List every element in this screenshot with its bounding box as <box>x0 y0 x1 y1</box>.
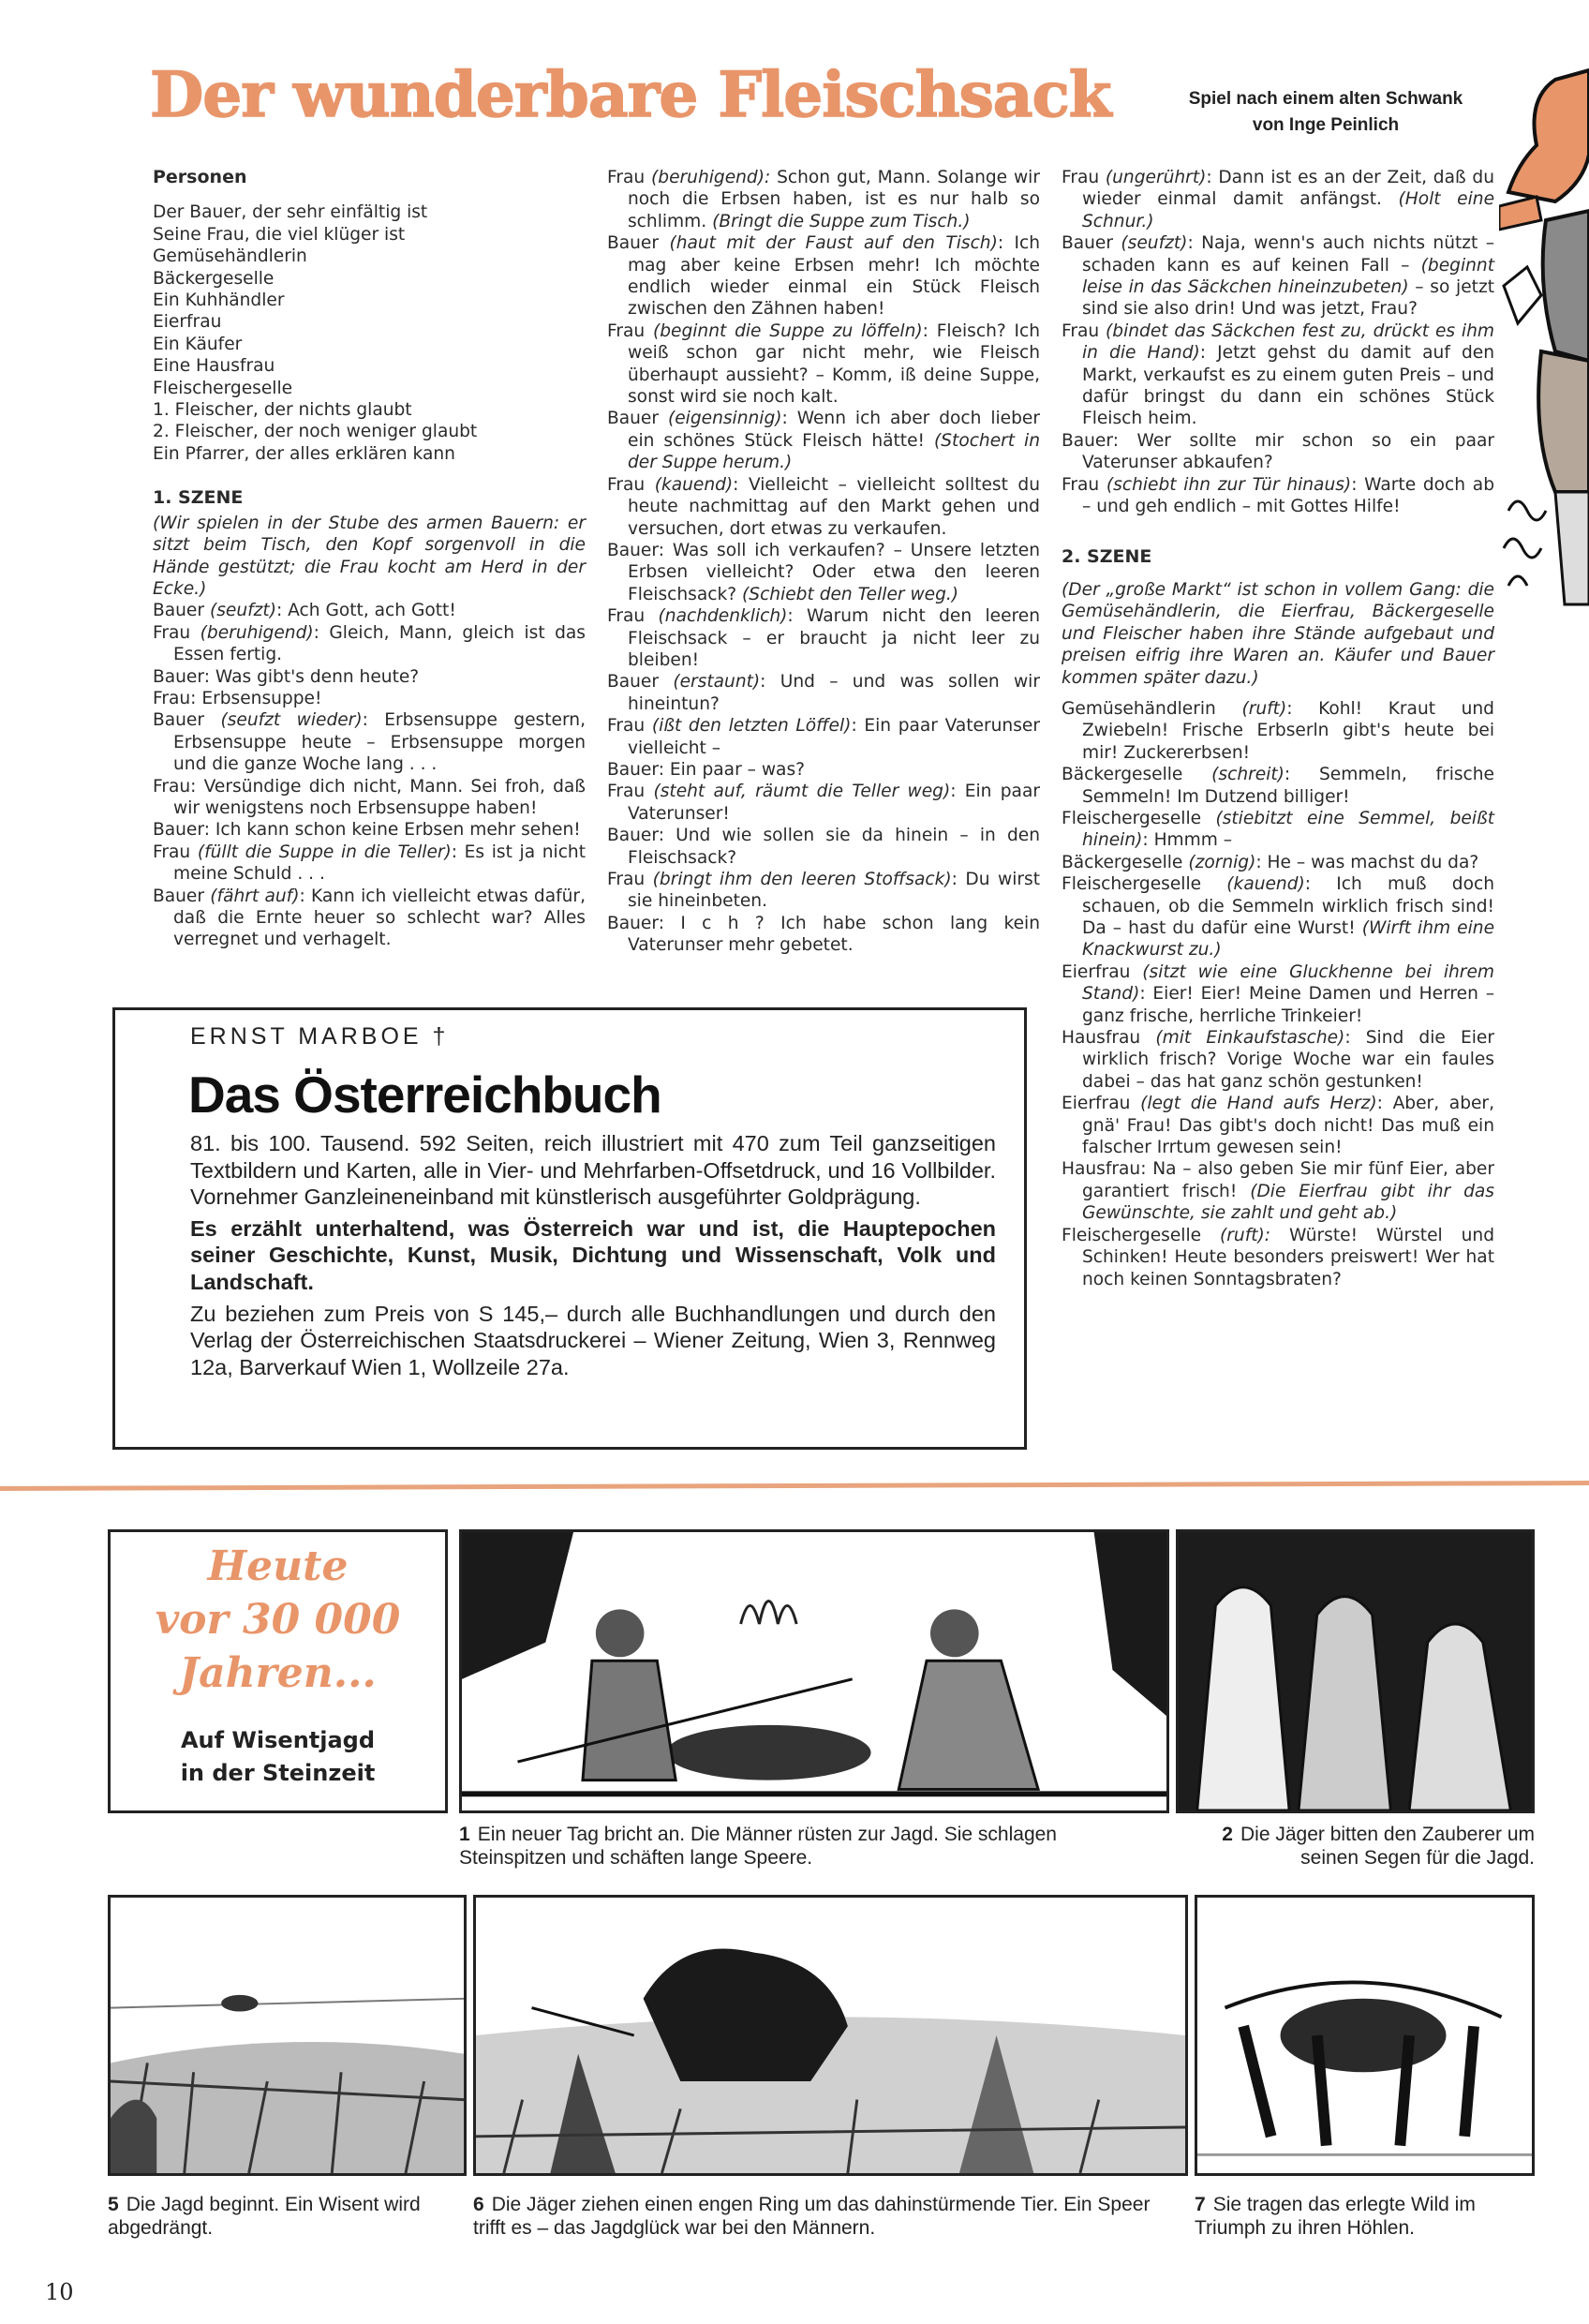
speaker-name: Bauer <box>153 820 204 841</box>
speaker-name: Bauer <box>607 540 659 560</box>
spoken-text: : Was gibt's denn heute? <box>203 666 420 687</box>
spoken-text: : Ein paar – was? <box>658 759 805 780</box>
dialogue-line <box>153 709 586 775</box>
dialogue-line <box>1062 698 1494 764</box>
stage-direction: (ißt den letzten Löffel) <box>651 716 852 737</box>
panel-6-drawing <box>476 1898 1185 2173</box>
page-number: 10 <box>45 2279 74 2305</box>
person-item: Fleischergeselle <box>153 378 293 398</box>
caption-text: Ein neuer Tag bricht an. Die Männer rüsten zur Jagd. Sie schlagen Steinspitzen und schäften lange Speere. <box>459 1824 1057 1869</box>
article-subtitle <box>1157 86 1494 139</box>
speaker-name: Eierfrau <box>1062 1094 1131 1114</box>
ad-order-info: Zu beziehen zum Preis von S 145,– durch alle Buchhandlungen und durch den Verlag der Österreichischen Staatsdruckerei – Wiener Zeitung, Wien 3, Rennweg 12a, Barverkauf Wien 1, Wollzeile 27a. <box>190 1301 996 1379</box>
ad-summary: Es erzählt unterhaltend, was Österreich war und ist, die Hauptepochen seiner Geschichte, Kunst, Musik, Dichtung und Wissenschaft, Volk und Landschaft. <box>190 1215 996 1294</box>
dialogue-lines <box>1062 167 1494 518</box>
spoken-text: : Warte doch ab – und geh endlich – mit Gottes Hilfe! <box>1082 474 1494 517</box>
stage-direction: (kauend) <box>654 474 734 495</box>
dialogue-line <box>153 622 586 666</box>
text-column-1 <box>153 167 586 951</box>
subhead-line: in der Steinzeit <box>180 1760 376 1786</box>
speaker-name: Frau <box>153 622 191 643</box>
speaker-name: Hausfrau <box>1062 1159 1141 1180</box>
speaker-name: Frau <box>607 474 646 495</box>
spoken-text: : Sind die Eier wirklich frisch? Vorige Woche war ein faules dabei – das hat ganz schön gestunken! <box>1082 1028 1494 1092</box>
speaker-name: Frau <box>607 168 646 187</box>
person-item: Der Bauer, der sehr einfältig ist <box>153 202 428 223</box>
dialogue-lines <box>607 167 1040 957</box>
stage-direction: (eigensinnig) <box>667 409 782 429</box>
caption-2 <box>1171 1823 1535 1870</box>
stage-direction: (beruhigend) <box>200 622 314 643</box>
spoken-text: : Gleich, Mann, gleich ist das Essen fertig. <box>173 622 586 665</box>
dialogue-line <box>607 232 1040 320</box>
spoken-text: : Fleisch? Ich weiß schon gar nicht mehr, wie Fleisch überhaupt aussieht? – Komm, iß deine Suppe, sonst wird sie noch kalt. <box>628 320 1041 408</box>
scene-2-heading: 2. SZENE <box>1062 545 1152 567</box>
dialogue-line <box>153 600 586 621</box>
dialogue-line <box>1062 873 1494 961</box>
stage-direction: (beginnt die Suppe zu löffeln) <box>652 320 923 341</box>
dialogue-line <box>1062 474 1494 518</box>
caption-text: Die Jäger ziehen einen engen Ring um das dahinstürmende Tier. Ein Speer trifft es – das Jagdglück war bei den Männern. <box>473 2194 1151 2239</box>
stage-direction: (mit Einkaufstasche) <box>1155 1028 1345 1049</box>
speaker-name: Bäckergeselle <box>1062 765 1183 785</box>
stage-direction: (beruhigend): <box>651 168 771 187</box>
stage-direction: (Wirft ihm eine Knackwurst zu.) <box>1082 918 1495 961</box>
stage-direction: (legt die Hand aufs Herz) <box>1140 1094 1377 1114</box>
dialogue-line <box>607 715 1040 759</box>
spoken-text: : Kann ich vielleicht etwas dafür, daß die Ernte heuer so schlecht war? Alles verregnet und verhagelt. <box>173 886 586 950</box>
dialogue-line <box>607 869 1040 913</box>
dialogue-line <box>1062 764 1494 808</box>
caption-text: Sie tragen das erlegte Wild im Triumph zu ihren Höhlen. <box>1195 2194 1476 2239</box>
comic-subheadline <box>111 1724 445 1790</box>
stage-direction: (Stochert in der Suppe herum.) <box>628 430 1041 473</box>
dialogue-line <box>607 408 1040 473</box>
scene-2-stage-direction: (Der „große Markt“ ist schon in vollem Gang: die Gemüsehändlerin, die Eierfrau, Bäckergeselle und Fleischer haben ihre Stände aufgebaut und preisen eifrig ihre Waren an. Käufer und Bauer kommen später dazu.) <box>1062 579 1494 688</box>
headline-line: vor 30 000 <box>155 1596 401 1644</box>
speaker-name: Fleischergeselle <box>1062 1225 1202 1245</box>
stage-direction: (erstaunt) <box>673 672 761 693</box>
stage-direction: (fährt auf) <box>210 886 300 906</box>
caption-text: Die Jagd beginnt. Ein Wisent wird abgedrängt. <box>108 2194 421 2239</box>
stage-direction: (ruft) <box>1241 698 1287 719</box>
stage-direction: (beginnt leise in das Säckchen hineinzubeten) <box>1082 255 1494 298</box>
stage-direction: (Die Eierfrau gibt ihr das Gewünschte, sie zahlt und geht ab.) <box>1082 1181 1494 1224</box>
stage-direction: (Bringt die Suppe zum Tisch.) <box>712 211 971 231</box>
dialogue-line <box>607 540 1040 605</box>
stage-direction: (sitzt wie eine Gluckhenne bei ihrem Stand) <box>1082 961 1494 1005</box>
spoken-text: – so jetzt sind sie also drin! Und was jetzt, Frau? <box>1082 277 1494 320</box>
spoken-text: : Semmeln, frische Semmeln! Im Dutzend billiger! <box>1082 765 1494 807</box>
spoken-text: : Aber, aber, gnä' Frau! Das gibt's doch nicht! Das muß ein falscher Irrtum gewesen sein! <box>1082 1094 1494 1158</box>
panel-2-drawing <box>1179 1532 1532 1810</box>
spoken-text: : Na – also geben Sie mir fünf Eier, aber garantiert frisch! <box>1082 1159 1494 1201</box>
spoken-text: Schon gut, Mann. Solange wir noch die Erbsen haben, ist es nur halb so schlimm. <box>628 168 1040 231</box>
person-item: 2. Fleischer, der noch weniger glaubt <box>153 422 478 442</box>
spoken-text: : Ich muß doch schauen, ob die Semmeln wirklich frisch sind! Da – hast du dafür eine Wurst! <box>1082 874 1494 938</box>
author-line: von Inge Peinlich <box>1252 115 1400 135</box>
speaker-name: Frau <box>607 606 646 627</box>
caption-5 <box>108 2193 468 2240</box>
speaker-name: Hausfrau <box>1062 1028 1141 1049</box>
dialogue-line <box>1062 430 1494 474</box>
spoken-text: : Warum nicht den leeren Fleischsack – er braucht ja nicht leer zu bleiben! <box>628 606 1040 670</box>
stage-direction: (bringt ihm den leeren Stoffsack) <box>652 870 952 889</box>
jester-drawing <box>1499 42 1589 623</box>
spoken-text: : Ich mag aber keine Erbsen mehr! Ich möchte endlich wieder einmal ein Stück Fleisch zwischen den Zähnen haben! <box>628 233 1040 320</box>
stage-direction: (Holt eine Schnur.) <box>1082 189 1495 231</box>
dialogue-line <box>607 781 1040 825</box>
speaker-name: Bauer <box>607 913 659 933</box>
persons-heading: Personen <box>153 167 247 187</box>
speaker-name: Fleischergeselle <box>1062 808 1202 828</box>
speaker-name: Bäckergeselle <box>1062 852 1183 872</box>
comic-panel-5 <box>108 1895 467 2176</box>
spoken-text: : Wenn ich aber doch lieber ein schönes Stück Fleisch hätte! <box>628 409 1040 451</box>
speaker-name: Bauer <box>1062 233 1114 254</box>
caption-1 <box>459 1823 1143 1870</box>
speaker-name: Frau <box>1062 320 1100 341</box>
spoken-text: : Ich kann schon keine Erbsen mehr sehen! <box>203 820 581 841</box>
dialogue-line <box>1062 167 1494 232</box>
speaker-name: Frau <box>1062 474 1100 495</box>
headline-line: Heute <box>207 1542 349 1590</box>
person-item: Ein Pfarrer, der alles erklären kann <box>153 443 455 464</box>
person-item: Eierfrau <box>153 312 222 333</box>
comic-panel-2 <box>1176 1529 1535 1813</box>
speaker-name: Bauer <box>607 672 660 693</box>
spoken-text: : Was soll ich verkaufen? – Unsere letzten Erbsen vielleicht? Oder etwa den leeren Fleischsack? <box>628 540 1040 604</box>
caption-number: 6 <box>473 2194 484 2215</box>
ad-author: ERNST MARBOE † <box>190 1023 450 1050</box>
speaker-name: Frau <box>607 716 646 737</box>
speaker-name: Frau <box>153 842 191 862</box>
person-item: Ein Käufer <box>153 334 243 354</box>
speaker-name: Frau <box>1062 168 1100 187</box>
person-item: Ein Kuhhändler <box>153 290 285 311</box>
person-item: Seine Frau, die viel klüger ist <box>153 224 406 245</box>
speaker-name: Frau <box>153 688 191 708</box>
caption-text: Die Jäger bitten den Zauberer um seinen Segen für die Jagd. <box>1240 1824 1535 1869</box>
panel-5-drawing <box>111 1898 464 2173</box>
speaker-name: Bauer <box>607 759 659 780</box>
text-column-2 <box>607 167 1040 957</box>
caption-number: 7 <box>1195 2194 1206 2215</box>
caption-6 <box>473 2193 1185 2240</box>
comic-headline <box>111 1540 445 1700</box>
dialogue-line <box>153 842 586 886</box>
dialogue-line <box>153 819 586 841</box>
dialogue-lines <box>153 600 586 951</box>
dialogue-line <box>1062 852 1494 873</box>
spoken-text: : Vielleicht – vielleicht solltest du heute nachmittag auf den Markt gehen und versuchen, dort etwas zu verkaufen. <box>628 474 1040 539</box>
person-item: Bäckergeselle <box>153 268 275 289</box>
stage-direction: (schiebt ihn zur Tür hinaus) <box>1106 474 1352 495</box>
spoken-text: Würste! Würstel und Schinken! Heute besonders preiswert! Wer hat noch keinen Sonntagsbraten? <box>1082 1225 1495 1289</box>
speaker-name: Eierfrau <box>1062 961 1131 982</box>
speaker-name: Bauer <box>607 409 660 429</box>
dialogue-line <box>1062 320 1494 430</box>
spoken-text: : Du wirst sie hineinbeten. <box>628 870 1040 912</box>
speaker-name: Bauer <box>153 601 205 621</box>
speaker-name: Fleischergeselle <box>1062 874 1202 895</box>
spoken-text: : Ein paar Vaterunser! <box>628 782 1040 824</box>
jester-illustration <box>1499 42 1589 623</box>
speaker-name: Frau <box>153 776 191 797</box>
stage-direction: (haut mit der Faust auf den Tisch) <box>669 233 998 254</box>
dialogue-line <box>153 776 586 820</box>
spoken-text: : Hmmm – <box>1142 830 1233 851</box>
speaker-name: Bauer <box>1062 430 1113 451</box>
speaker-name: Bauer <box>153 710 205 731</box>
stage-direction: (seufzt wieder) <box>220 710 363 731</box>
dialogue-line <box>1062 1027 1494 1093</box>
dialogue-lines <box>1062 698 1494 1290</box>
spoken-text: : Jetzt gehst du damit auf den Markt, verkaufst es zu einem guten Preis – und dafür bringst du dann ein schönes Stück Fleisch heim. <box>1082 343 1494 429</box>
dialogue-line <box>607 474 1040 540</box>
stage-direction: (bindet das Säckchen fest zu, drückt es ihm in die Hand) <box>1082 320 1494 364</box>
dialogue-line <box>1062 961 1494 1027</box>
subtitle-line: Spiel nach einem alten Schwank <box>1188 89 1463 109</box>
stage-direction: (steht auf, räumt die Teller weg) <box>653 782 951 802</box>
comic-title-box <box>108 1529 448 1813</box>
dialogue-line <box>607 605 1040 671</box>
dialogue-line <box>1062 1225 1494 1290</box>
stage-direction: (zornig) <box>1188 852 1256 872</box>
scene-1-stage-direction: (Wir spielen in der Stube des armen Bauern: er sitzt beim Tisch, den Kopf sorgenvoll in die Hände gestützt; die Frau kocht am Herd in der Ecke.) <box>153 513 586 599</box>
spoken-text: : Wer sollte mir schon so ein paar Vaterunser abkaufen? <box>1082 430 1494 473</box>
spoken-text: : I c h ? Ich habe schon lang kein Vaterunser mehr gebetet. <box>628 913 1040 956</box>
spoken-text: : He – was machst du da? <box>1255 852 1479 872</box>
speaker-name: Frau <box>607 782 646 802</box>
stage-direction: (nachdenklich) <box>658 606 788 627</box>
article-title: Der wunderbare Fleischsack <box>150 58 1111 131</box>
panel-1-drawing <box>462 1532 1166 1810</box>
speaker-name: Gemüsehändlerin <box>1062 698 1216 719</box>
caption-number: 2 <box>1222 1824 1233 1845</box>
speaker-name: Frau <box>607 320 646 341</box>
speaker-name: Bauer <box>153 886 205 906</box>
stage-direction: (füllt die Suppe in die Teller) <box>197 842 452 862</box>
dialogue-line <box>607 825 1040 869</box>
stage-direction: (kauend) <box>1226 874 1305 895</box>
subhead-line: Auf Wisentjagd <box>180 1727 376 1753</box>
speaker-name: Bauer <box>607 233 660 254</box>
comic-panel-6 <box>473 1895 1188 2176</box>
dialogue-line <box>1062 1093 1494 1158</box>
spoken-text: : Naja, wenn's auch nichts nützt – schaden kann es auf keinen Fall – <box>1082 233 1494 276</box>
person-item: 1. Fleischer, der nichts glaubt <box>153 400 412 421</box>
comic-panel-7 <box>1195 1895 1535 2176</box>
stage-direction: (seufzt) <box>1121 233 1188 254</box>
stage-direction: (ruft): <box>1220 1225 1271 1245</box>
stage-direction: (seufzt) <box>209 601 276 621</box>
dialogue-line <box>607 913 1040 957</box>
section-divider <box>0 1481 1589 1491</box>
dialogue-line <box>1062 232 1494 320</box>
spoken-text: : Eier! Eier! Meine Damen und Herren – ganz frische, herrliche Trinkeier! <box>1082 984 1494 1026</box>
person-item: Eine Hausfrau <box>153 356 275 377</box>
panel-7-drawing <box>1197 1898 1532 2173</box>
stage-direction: (ungerührt) <box>1105 168 1207 187</box>
headline-line: Jahren... <box>179 1649 377 1697</box>
caption-number: 1 <box>459 1824 470 1845</box>
spoken-text: : Und wie sollen sie da hinein – in den Fleischsack? <box>628 826 1040 868</box>
stage-direction: (Schiebt den Teller weg.) <box>742 584 959 604</box>
caption-7 <box>1195 2193 1537 2240</box>
dialogue-line <box>153 688 586 709</box>
dialogue-line <box>153 886 586 951</box>
text-column-3 <box>1062 167 1494 1290</box>
dialogue-line <box>607 671 1040 715</box>
speaker-name: Bauer <box>153 666 204 687</box>
scene-1-heading: 1. SZENE <box>153 487 244 509</box>
spoken-text: : Und – und was sollen wir hineintun? <box>628 672 1040 714</box>
spoken-text: : Ach Gott, ach Gott! <box>275 601 456 621</box>
dialogue-line <box>607 167 1040 232</box>
dialogue-line <box>153 666 586 688</box>
spoken-text: : Ein paar Vaterunser vielleicht – <box>628 716 1040 758</box>
stage-direction: (schreit) <box>1211 765 1285 785</box>
spoken-text: : Dann ist es an der Zeit, daß du wieder einmal damit anfängst. <box>1082 168 1494 210</box>
persons-list <box>153 201 586 465</box>
person-item: Gemüsehändlerin <box>153 246 307 267</box>
ad-body <box>190 1130 996 1385</box>
ad-book-title: Das Österreichbuch <box>188 1065 661 1124</box>
dialogue-line <box>607 320 1040 409</box>
dialogue-line <box>607 759 1040 781</box>
dialogue-line <box>1062 1158 1494 1224</box>
ad-description: 81. bis 100. Tausend. 592 Seiten, reich illustriert mit 470 zum Teil ganzseitigen Textbildern und Karten, alle in Vier- und Mehrfarben-Offsetdruck, und 16 Vollbilder. Vornehmer Ganzleineneinband mit künstlerisch ausgeführter Goldprägung. <box>190 1131 996 1210</box>
comic-panel-1 <box>459 1529 1169 1813</box>
spoken-text: : Erbsensuppe! <box>190 688 322 708</box>
spoken-text: : Erbsensuppe gestern, Erbsensuppe heute – Erbsensuppe morgen und die ganze Woche lang . . . <box>173 710 586 775</box>
spoken-text: : Kohl! Kraut und Zwiebeln! Frische Erbserln gibt's heute bei mir! Zuckererbsen! <box>1082 698 1494 763</box>
stage-direction: (stiebitzt eine Semmel, beißt hinein) <box>1082 808 1494 851</box>
speaker-name: Bauer <box>607 826 659 846</box>
book-advertisement <box>112 1007 1027 1450</box>
caption-number: 5 <box>108 2194 119 2215</box>
spoken-text: : Es ist ja nicht meine Schuld . . . <box>173 842 586 885</box>
dialogue-line <box>1062 808 1494 852</box>
spoken-text: : Versündige dich nicht, Mann. Sei froh, daß wir wenigstens noch Erbsensuppe haben! <box>173 776 586 818</box>
speaker-name: Frau <box>607 870 646 889</box>
